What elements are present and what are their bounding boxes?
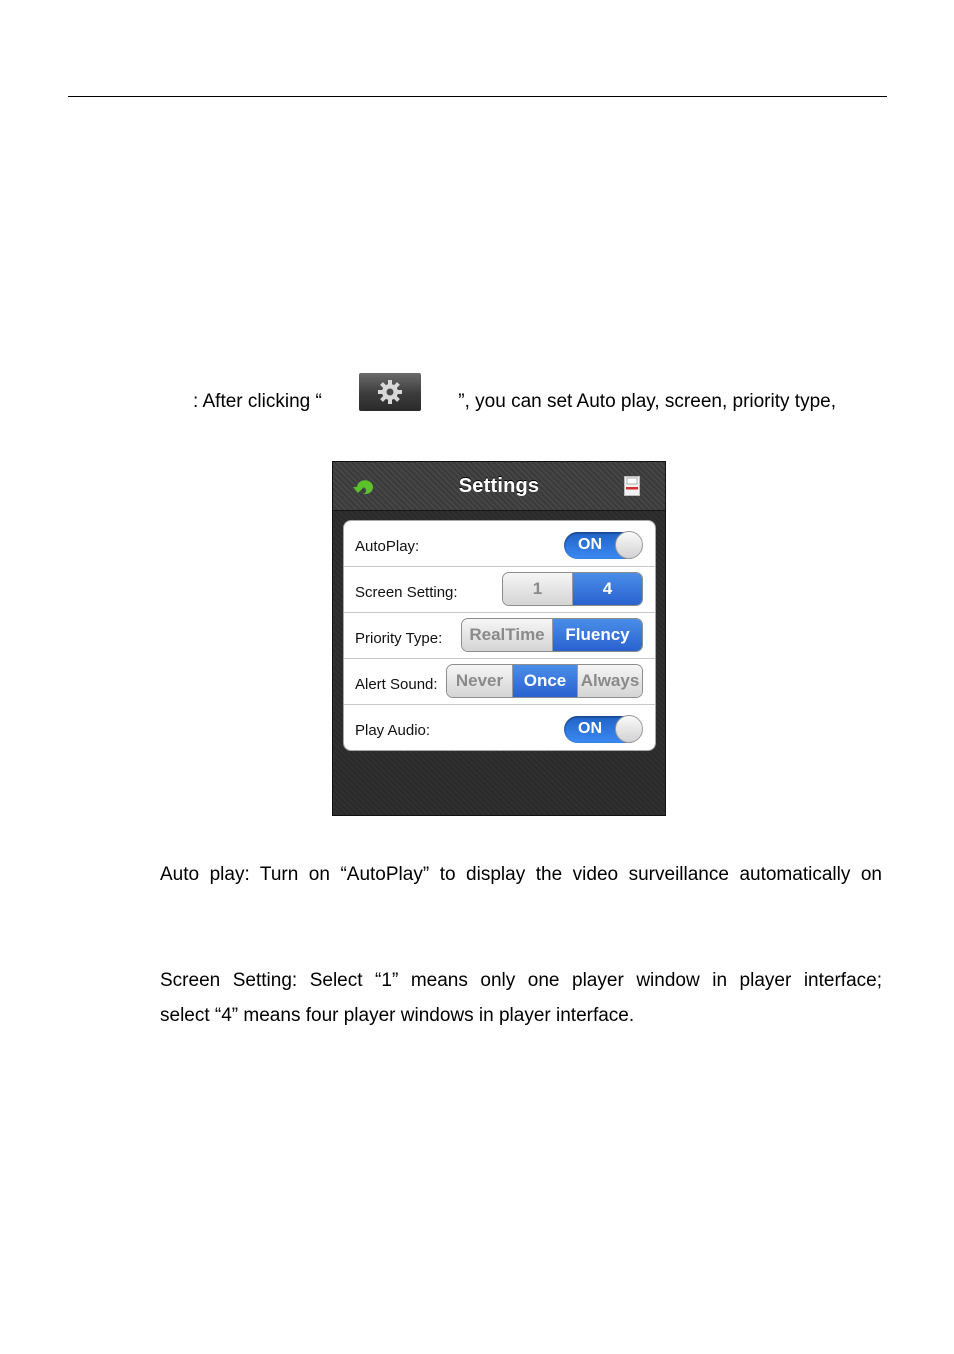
screen-setting-paragraph-line1: Screen Setting: Select “1” means only one player window in player interface; [160, 970, 882, 991]
screen-setting-segmented [502, 572, 643, 606]
settings-group [343, 520, 656, 751]
settings-screenshot [332, 461, 666, 816]
setting-row-priority [344, 613, 655, 659]
save-icon[interactable] [624, 476, 640, 501]
screen-setting-label: Screen Setting: [355, 584, 458, 601]
setting-row-play-audio [344, 705, 655, 750]
setting-row-alert [344, 659, 655, 705]
play-audio-toggle[interactable] [564, 716, 642, 743]
toggle-knob [615, 531, 643, 559]
priority-option-realtime[interactable]: RealTime [462, 619, 553, 651]
priority-option-fluency[interactable]: Fluency [553, 619, 642, 651]
alert-option-always[interactable]: Always [578, 665, 642, 697]
intro-line [193, 389, 836, 415]
intro-before-icon: : After clicking “ [193, 391, 322, 412]
play-audio-label: Play Audio: [355, 722, 431, 739]
alert-sound-label: Alert Sound: [355, 676, 438, 693]
intro-after-icon: ”, you can set Auto play, screen, priority type, [458, 391, 836, 412]
screen-setting-paragraph-line2: select “4” means four player windows in player interface. [160, 1005, 635, 1026]
autoplay-label: AutoPlay: [355, 538, 420, 555]
priority-type-label: Priority Type: [355, 630, 443, 647]
play-audio-toggle-text: ON [578, 720, 602, 737]
auto-play-paragraph: Auto play: Turn on “AutoPlay” to display the video surveillance automatically on [160, 864, 882, 885]
screen-option-4[interactable]: 4 [573, 573, 642, 605]
priority-type-segmented [461, 618, 643, 652]
autoplay-toggle[interactable] [564, 532, 642, 559]
nav-title: Settings [458, 474, 540, 497]
alert-option-once[interactable]: Once [513, 665, 578, 697]
header-rule [68, 96, 887, 97]
nav-bar [333, 462, 665, 511]
gear-icon [359, 373, 421, 411]
alert-option-never[interactable]: Never [447, 665, 513, 697]
toggle-knob [615, 715, 643, 743]
setting-row-autoplay [344, 521, 655, 567]
back-arrow-icon[interactable] [353, 478, 379, 501]
alert-sound-segmented [446, 664, 643, 698]
screen-option-1[interactable]: 1 [503, 573, 573, 605]
autoplay-toggle-text: ON [578, 536, 602, 553]
setting-row-screen [344, 567, 655, 613]
